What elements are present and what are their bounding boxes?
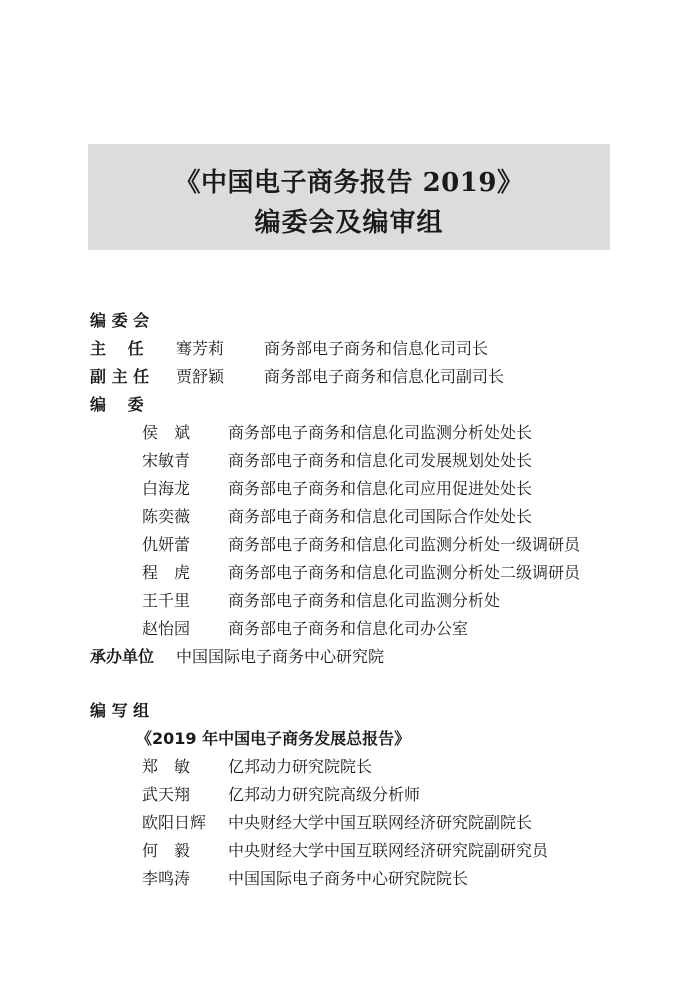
members-label: 编 委 <box>90 395 144 414</box>
writer-name: 李鸣涛 <box>142 869 191 888</box>
writer-title: 中国国际电子商务中心研究院院长 <box>228 869 469 888</box>
writer-row <box>142 868 612 890</box>
member-title: 商务部电子商务和信息化司监测分析处一级调研员 <box>228 535 581 554</box>
member-name: 陈奕薇 <box>142 507 191 526</box>
writer-name: 欧阳日辉 <box>142 813 207 832</box>
member-row <box>142 478 612 500</box>
writer-row <box>142 756 612 778</box>
writer-title: 亿邦动力研究院高级分析师 <box>228 785 421 804</box>
writer-name: 武天翔 <box>142 785 191 804</box>
member-row <box>142 534 612 556</box>
member-name: 白海龙 <box>142 479 191 498</box>
writer-title: 中央财经大学中国互联网经济研究院副研究员 <box>228 841 549 860</box>
member-name: 仇妍蕾 <box>142 535 191 554</box>
member-name: 赵怡园 <box>142 619 191 638</box>
organizer-row <box>90 646 610 668</box>
report-subtitle: 编委会及编审组 <box>254 208 444 238</box>
member-title: 商务部电子商务和信息化司监测分析处 <box>228 591 501 610</box>
writer-title: 亿邦动力研究院院长 <box>228 757 373 776</box>
director-name: 骞芳莉 <box>176 339 225 358</box>
member-name: 王千里 <box>142 591 191 610</box>
member-title: 商务部电子商务和信息化司监测分析处处长 <box>228 423 533 442</box>
member-title: 商务部电子商务和信息化司发展规划处处长 <box>228 451 533 470</box>
title-box <box>88 144 610 250</box>
member-title: 商务部电子商务和信息化司国际合作处处长 <box>228 507 533 526</box>
writing-group-heading: 编 写 组 <box>90 701 150 720</box>
member-name: 侯 斌 <box>142 423 191 442</box>
member-row <box>142 422 612 444</box>
member-row <box>142 562 612 584</box>
deputy-label: 副 主 任 <box>90 367 150 386</box>
writer-row <box>142 784 612 806</box>
organizer-label: 承办单位 <box>90 647 155 666</box>
member-row <box>142 506 612 528</box>
member-row <box>142 618 612 640</box>
member-row <box>142 450 612 472</box>
member-title: 商务部电子商务和信息化司应用促进处处长 <box>228 479 533 498</box>
director-label: 主 任 <box>90 339 144 358</box>
report-title: 《中国电子商务报告 2019》 <box>174 168 524 198</box>
deputy-name: 贾舒颖 <box>176 367 225 386</box>
deputy-title: 商务部电子商务和信息化司副司长 <box>264 367 505 386</box>
member-title: 商务部电子商务和信息化司办公室 <box>228 619 469 638</box>
member-name: 宋敏青 <box>142 451 191 470</box>
member-name: 程 虎 <box>142 563 191 582</box>
deputy-row <box>90 366 610 388</box>
organizer-name: 中国国际电子商务中心研究院 <box>176 647 385 666</box>
member-title: 商务部电子商务和信息化司监测分析处二级调研员 <box>228 563 581 582</box>
writing-report-title: 《2019 年中国电子商务发展总报告》 <box>136 729 411 748</box>
writer-title: 中央财经大学中国互联网经济研究院副院长 <box>228 813 533 832</box>
member-row <box>142 590 612 612</box>
writer-name: 何 毅 <box>142 841 191 860</box>
writer-row <box>142 840 612 862</box>
writer-name: 郑 敏 <box>142 757 191 776</box>
director-title: 商务部电子商务和信息化司司长 <box>264 339 489 358</box>
committee-heading: 编 委 会 <box>90 311 150 330</box>
writer-row <box>142 812 612 834</box>
director-row <box>90 338 610 360</box>
